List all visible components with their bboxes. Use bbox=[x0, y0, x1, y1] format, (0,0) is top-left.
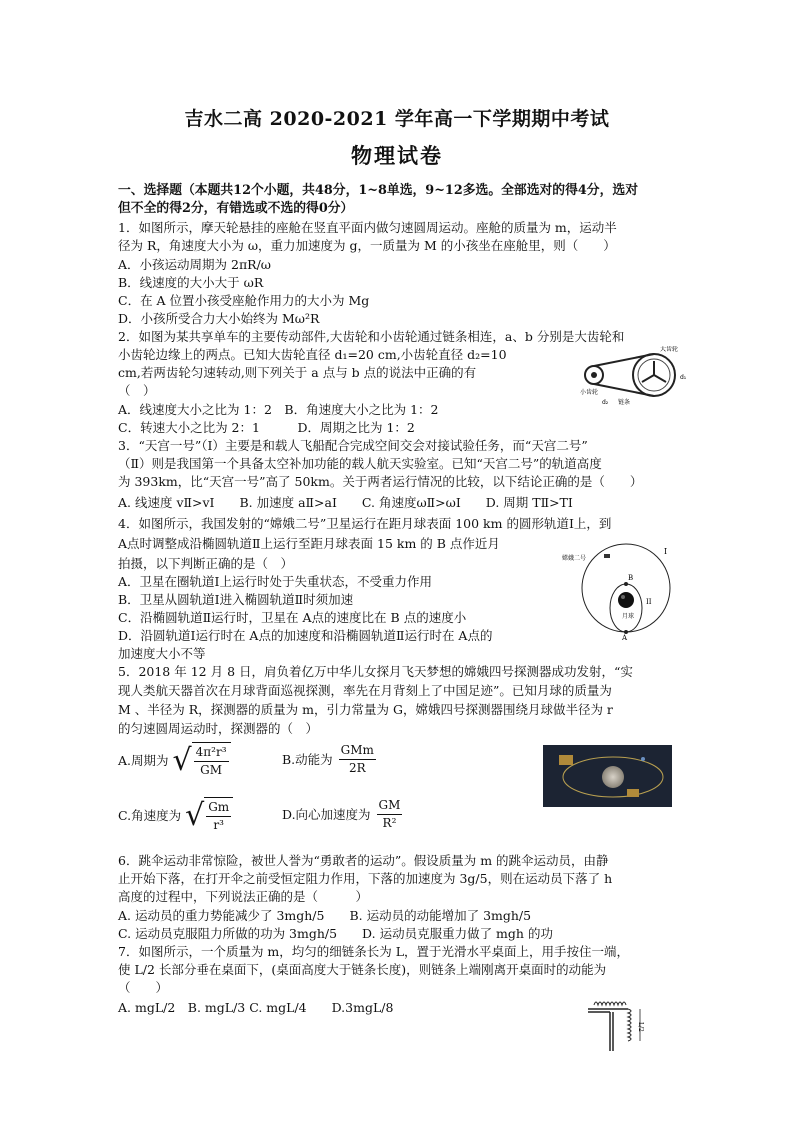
q6-stem-line3: 高度的过程中，下列说法正确的是（ ） bbox=[118, 889, 369, 904]
q4-stem-line2: A点时调整成沿椭圆轨道Ⅱ上运行至距月球表面 15 km 的 B 点作近月 bbox=[118, 536, 500, 551]
q5-stem-line2: 现人类航天器首次在月球背面巡视探测，率先在月背刻上了中国足迹”。已知月球的质量为 bbox=[118, 683, 612, 698]
big-gear-label: 大齿轮 bbox=[660, 346, 679, 353]
q6-stem-line1: 6．跳伞运动非常惊险，被世人誉为“勇敢者的运动”。假设质量为 m 的跳伞运动员，由静 bbox=[118, 853, 609, 868]
q5-stem-line3: M 、半径为 R，探测器的质量为 m，引力常量为 G，嫦娥四号探测器围绕月球做半径为 r bbox=[118, 702, 613, 717]
q5-d-numerator: GM bbox=[377, 797, 403, 815]
small-gear-hub bbox=[591, 372, 597, 378]
chain-on-table bbox=[594, 1002, 626, 1005]
q3-stem-line1: 3．“天宫一号”（Ⅰ）主要是和载人飞船配合完成空间交会对接试验任务，而“天宫二号” bbox=[118, 438, 588, 453]
q5-stem-line1: 5．2018 年 12 月 8 日，肩负着亿万中华儿女探月飞天梦想的嫦娥四号探测器成功发射，“实 bbox=[118, 664, 633, 679]
d2-label: d₂ bbox=[602, 399, 609, 406]
q5-option-c bbox=[118, 797, 233, 839]
q2-stem-line3: cm,若两齿轮匀速转动,则下列关于 a 点与 b 点的说法中正确的有 bbox=[118, 365, 477, 380]
section-heading-line2: 但不全的得2分，有错选或不选的得0分） bbox=[118, 201, 354, 216]
q2-options-cd: C．转速大小之比为 2：1 D．周期之比为 1：2 bbox=[118, 420, 415, 435]
q1-stem-line2: 径为 R，角速度大小为 ω，重力加速度为 g，一质量为 M 的小孩坐在座舱里，则（ ） bbox=[118, 238, 616, 253]
q5-option-d-label: D.向心加速度为 bbox=[282, 807, 371, 822]
q1-stem-line1: 1．如图所示，摩天轮悬挂的座舱在竖直平面内做匀速圆周运动。座舱的质量为 m，运动半 bbox=[118, 220, 617, 235]
gear-transmission-figure bbox=[580, 346, 690, 408]
q2-stem-line1: 2．如图为某共享单车的主要传动部件,大齿轮和小齿轮通过链条相连，a、b 分别是大齿轮和 bbox=[118, 329, 625, 344]
q4-stem-line3: 拍摄，以下判断正确的是（ ） bbox=[118, 556, 294, 571]
q1-option-c: C．在 A 位置小孩受座舱作用力的大小为 Mg bbox=[118, 293, 370, 308]
satellite-label: 嫦娥二号 bbox=[562, 555, 587, 562]
q5-b-denominator: 2R bbox=[348, 761, 366, 775]
q5-c-denominator: r³ bbox=[213, 818, 224, 832]
q5-option-a-radicand bbox=[192, 742, 231, 779]
chain-on-table-figure bbox=[588, 995, 648, 1053]
probe-right-icon bbox=[627, 789, 639, 797]
q5-stem-line4: 的匀速圆周运动时，探测器的（ ） bbox=[118, 721, 319, 736]
q5-option-b-label: B.动能为 bbox=[282, 752, 333, 767]
moon-body bbox=[618, 592, 634, 608]
q1-option-d: D．小孩所受合力大小始终为 Mω²R bbox=[118, 311, 320, 326]
q5-c-numerator: Gm bbox=[206, 799, 231, 817]
q2-options-ab: A．线速度大小之比为 1：2 B．角速度大小之比为 1：2 bbox=[118, 402, 439, 417]
exam-title: 吉水二高 2020-2021 学年高一下学期期中考试 bbox=[184, 108, 610, 130]
chain-hanging bbox=[628, 1009, 631, 1041]
section-heading-line1: 一、选择题（本题共12个小题，共48分，1~8单选，9~12多选。全部选对的得4分，选对 bbox=[118, 183, 638, 198]
q5-option-a bbox=[118, 742, 231, 784]
point-B-label: B bbox=[628, 574, 634, 582]
q4-option-a: A．卫星在圈轨道Ⅰ上运行时处于失重状态，不受重力作用 bbox=[118, 574, 432, 589]
moon-image bbox=[602, 766, 624, 788]
q5-option-c-radicand bbox=[204, 797, 233, 834]
q4-option-d-line2: 加速度大小不等 bbox=[118, 646, 206, 661]
q3-options: A. 线速度 vⅡ>vⅠ B. 加速度 aⅡ>aⅠ C. 角速度ωⅡ>ωⅠ D. 周期 TⅡ>TⅠ bbox=[118, 495, 573, 510]
q7-stem-line3: （ ） bbox=[118, 980, 169, 995]
q5-option-c-label: C.角速度为 bbox=[118, 808, 182, 823]
half-length-label: L/2 bbox=[637, 1022, 644, 1032]
moon-orbit-figure bbox=[556, 540, 676, 640]
q5-option-b bbox=[282, 742, 378, 784]
orbit-I-label: I bbox=[664, 547, 668, 556]
lunar-probe-image bbox=[543, 745, 672, 807]
exam-subtitle: 物理试卷 bbox=[351, 143, 443, 168]
moon-highlight bbox=[621, 595, 625, 599]
big-gear-spokes bbox=[642, 361, 666, 382]
q6-options-cd: C. 运动员克服阻力所做的功为 3mgh/5 D. 运动员克服重力做了 mgh 的功 bbox=[118, 926, 553, 941]
q5-b-numerator: GMm bbox=[339, 742, 376, 760]
moon-label: 月球 bbox=[622, 613, 635, 620]
q5-d-denominator: R² bbox=[382, 816, 397, 830]
q4-option-b: B．卫星从圆轨道Ⅰ进入椭圆轨道Ⅱ时须加速 bbox=[118, 592, 354, 607]
q3-stem-line2: （Ⅱ）则是我国第一个具备太空补加功能的载人航天实验室。已知“天宫二号”的轨道高度 bbox=[118, 456, 602, 471]
q1-option-a: A．小孩运动周期为 2πR/ω bbox=[118, 257, 271, 272]
q2-stem-line2: 小齿轮边缘上的两点。已知大齿轮直径 d₁=20 cm,小齿轮直径 d₂=10 bbox=[118, 347, 507, 362]
q5-option-a-label: A.周期为 bbox=[118, 753, 169, 768]
q1-option-b: B．线速度的大小大于 ωR bbox=[118, 275, 264, 290]
q2-stem-line4: （ ） bbox=[118, 383, 156, 398]
q7-stem-line2: 使 L/2 长部分垂在桌面下，(桌面高度大于链条长度)，则链条上端刚离开桌面时的动能为 bbox=[118, 962, 607, 977]
orbit-II-label: II bbox=[646, 598, 652, 606]
q5-option-d bbox=[282, 797, 404, 839]
q5-a-numerator: 4π²r³ bbox=[194, 744, 229, 762]
earth-dot bbox=[641, 757, 645, 761]
q3-stem-line3: 为 393km，比“天宫一号”高了 50km。关于两者运行情况的比较，以下结论正确的是（ ） bbox=[118, 474, 643, 489]
q6-options-ab: A. 运动员的重力势能减少了 3mgh/5 B. 运动员的动能增加了 3mgh/5 bbox=[118, 908, 532, 923]
q4-option-c: C．沿椭圆轨道Ⅱ运行时，卫星在 A点的速度比在 B 点的速度小 bbox=[118, 610, 467, 625]
q5-a-denominator: GM bbox=[200, 763, 222, 777]
sqrt-sign: √ bbox=[172, 742, 192, 778]
chain-label: 链条 bbox=[618, 399, 631, 406]
q6-stem-line2: 止开始下落，在打开伞之前受恒定阻力作用，下落的加速度为 3g/5，则在运动员下落了 h bbox=[118, 871, 613, 886]
satellite-icon bbox=[604, 554, 610, 558]
point-A-label: A bbox=[622, 634, 628, 640]
q4-option-d-line1: D．沿圆轨道Ⅰ运行时在 A点的加速度和沿椭圆轨道Ⅱ运行时在 A点的 bbox=[118, 628, 493, 643]
point-B-dot bbox=[624, 582, 628, 586]
q4-stem-line1: 4．如图所示，我国发射的“嫦娥二号”卫星运行在距月球表面 100 km 的圆形轨道Ⅰ上，到 bbox=[118, 516, 612, 531]
small-gear-label: 小齿轮 bbox=[580, 389, 599, 396]
d1-label: d₁ bbox=[680, 374, 687, 381]
probe-left-icon bbox=[559, 755, 573, 765]
q7-stem-line1: 7．如图所示，一个质量为 m，均匀的细链条长为 L，置于光滑水平桌面上，用手按住一端， bbox=[118, 944, 630, 959]
q7-options: A. mgL/2 B. mgL/3 C. mgL/4 D.3mgL/8 bbox=[118, 1000, 394, 1015]
sqrt-sign: √ bbox=[185, 797, 205, 833]
